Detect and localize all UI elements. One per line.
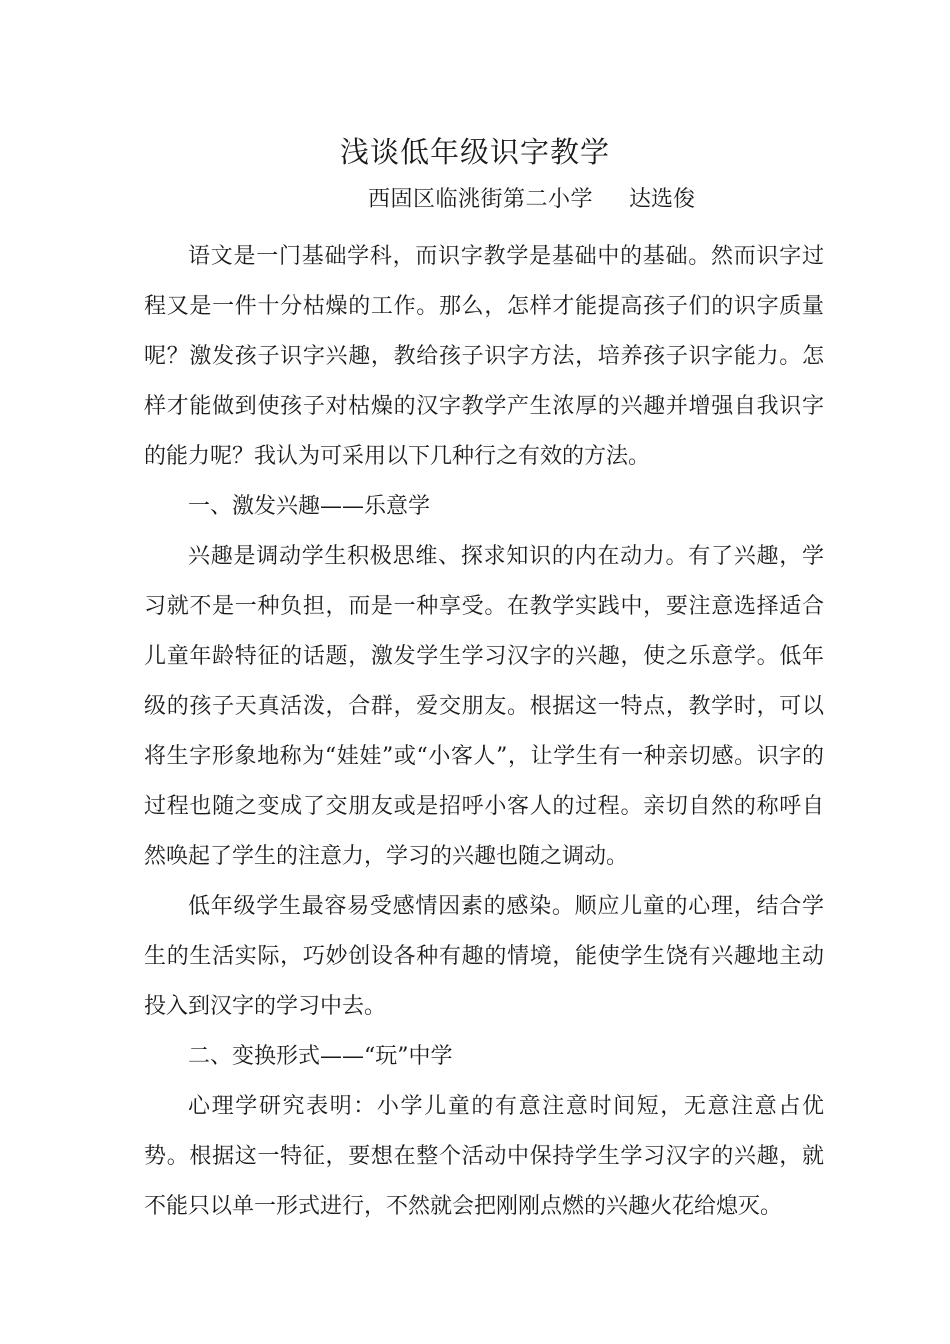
byline — [368, 184, 695, 216]
document-body — [144, 232, 824, 1232]
paragraph: 心理学研究表明：小学儿童的有意注意时间短，无意注意占优势。根据这一特征，要想在整个活动中保持学生学习汉字的兴趣，就不能只以单一形式进行，不然就会把刚刚点燃的兴趣火花给熄灭。 — [144, 1094, 824, 1219]
paragraph: 兴趣是调动学生积极思维、探求知识的内在动力。有了兴趣，学习就不是一种负担，而是一种享受。在教学实践中，要注意选择适合儿童年龄特征的话题，激发学生学习汉字的兴趣，使之乐意学。低年级的孩子天真活泼，合群，爱交朋友。根据这一特点，教学时，可以将生字形象地称为“娃娃”或“小客人”，让学生有一种亲切感。识字的过程也随之变成了交朋友或是招呼小客人的过程。亲切自然的称呼自然唤起了学生的注意力，学习的兴趣也随之调动。 — [144, 544, 824, 869]
paragraph: 低年级学生最容易受感情因素的感染。顺应儿童的心理，结合学生的生活实际，巧妙创设各种有趣的情境，能使学生饶有兴趣地主动投入到汉字的学习中去。 — [144, 894, 824, 1019]
section-heading: 二、变换形式——“玩”中学 — [188, 1044, 453, 1069]
section-heading: 一、激发兴趣——乐意学 — [188, 494, 431, 519]
author-name: 达选俊 — [629, 187, 696, 212]
author-school: 西固区临洮街第二小学 — [368, 187, 594, 212]
paragraph: 语文是一门基础学科，而识字教学是基础中的基础。然而识字过程又是一件十分枯燥的工作。那么，怎样才能提高孩子们的识字质量呢？激发孩子识字兴趣，教给孩子识字方法，培养孩子识字能力。怎样才能做到使孩子对枯燥的汉字教学产生浓厚的兴趣并增强自我识字的能力呢？我认为可采用以下几种行之有效的方法。 — [144, 244, 824, 469]
document-title: 浅谈低年级识字教学 — [339, 135, 610, 169]
